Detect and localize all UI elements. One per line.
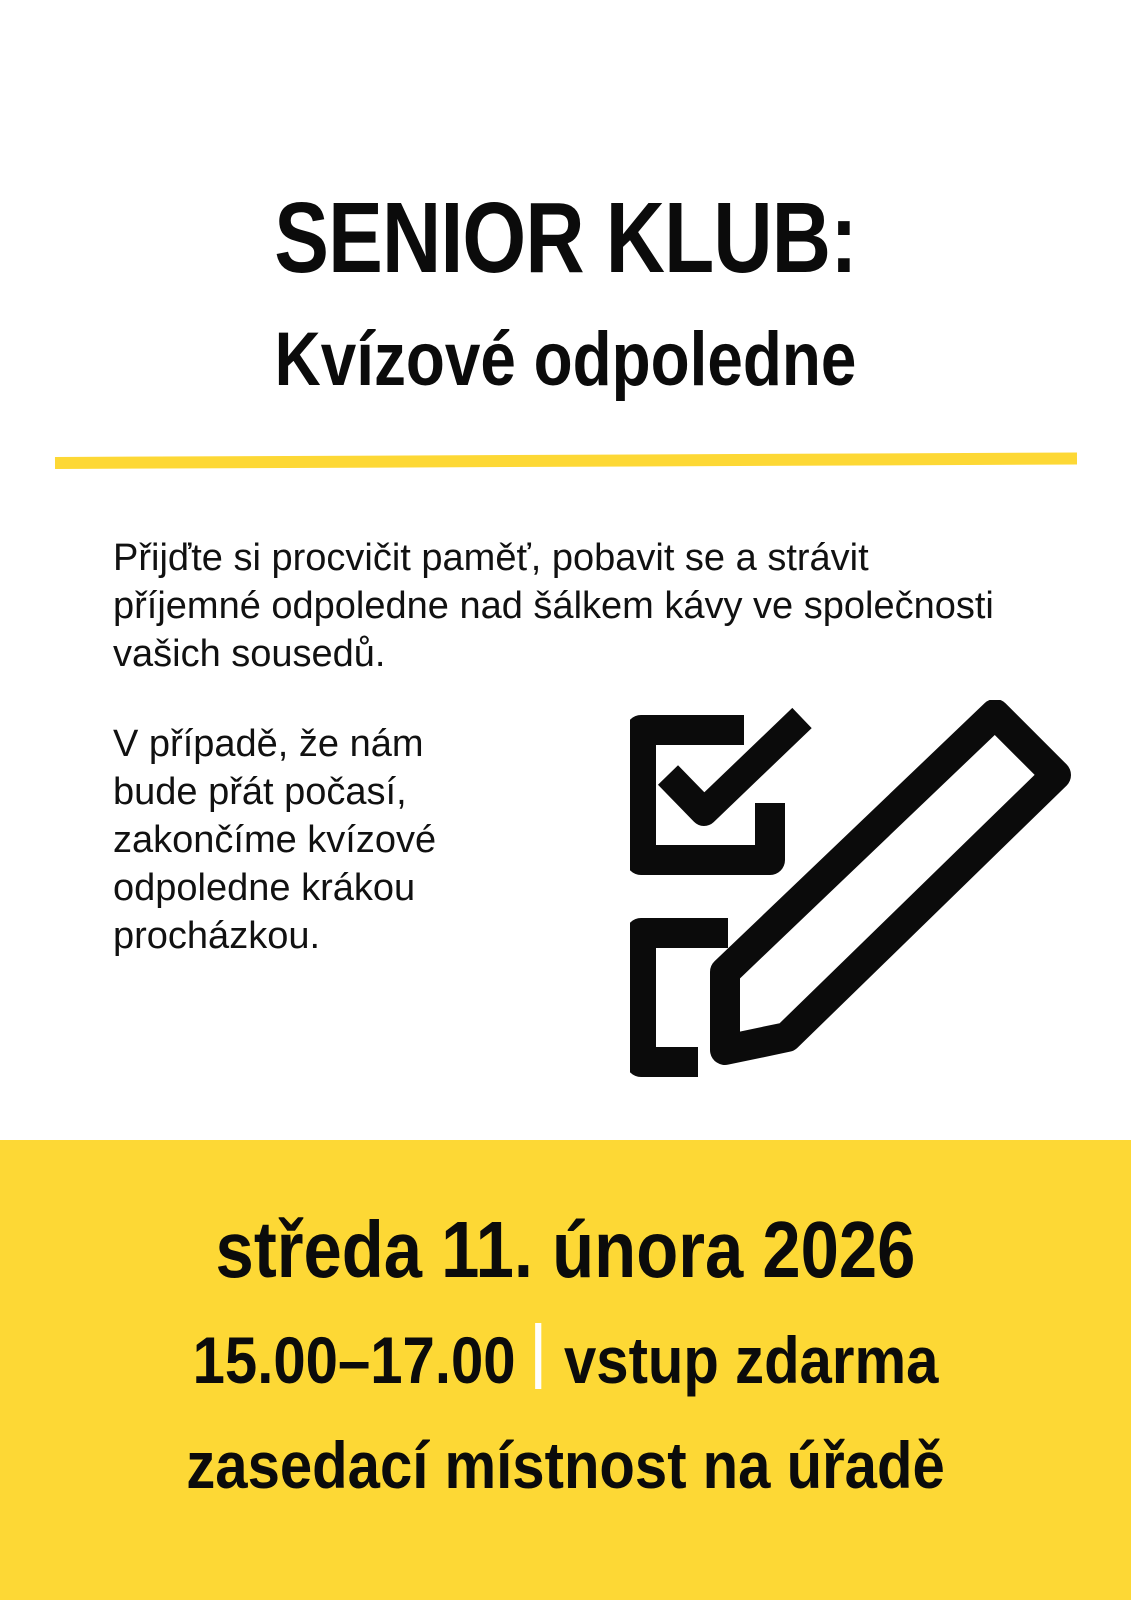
page-title: SENIOR KLUB:	[274, 182, 857, 294]
divider-line	[55, 453, 1077, 469]
event-place: zasedací místnost na úřadě	[186, 1428, 945, 1502]
weather-paragraph: V případě, že nám bude přát počasí, zakončíme kvízové odpoledne krákou procházkou.	[113, 723, 437, 957]
intro-paragraph: Přijďte si procvičit paměť, pobavit se a strávit příjemné odpoledne nad šálkem kávy ve společnosti vašich sousedů.	[113, 537, 994, 675]
page-subtitle: Kvízové odpoledne	[274, 317, 857, 402]
pencil-shape	[725, 714, 1056, 1050]
event-time: 15.00–17.00	[192, 1323, 516, 1397]
checklist-pencil-icon	[630, 700, 1100, 1110]
separator-bar	[535, 1323, 541, 1389]
event-time-row	[68, 1318, 1063, 1402]
event-admission: vstup zdarma	[563, 1323, 939, 1397]
event-date: středa 11. února 2026	[215, 1205, 916, 1294]
